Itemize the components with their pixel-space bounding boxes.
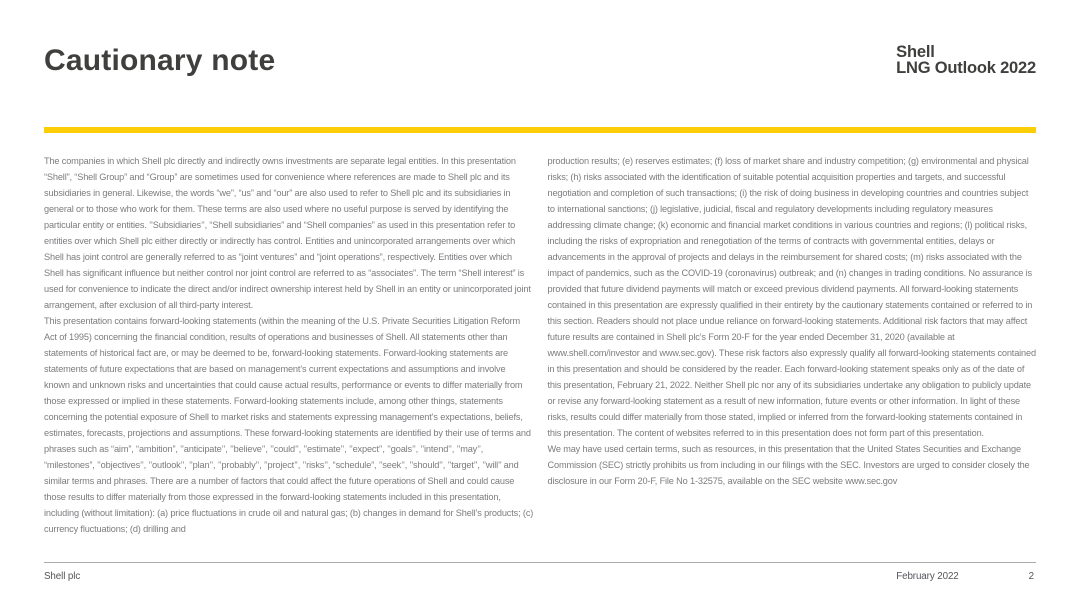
footer-divider <box>44 562 1036 563</box>
accent-rule <box>44 127 1036 133</box>
logo-line-brand: Shell <box>896 43 935 61</box>
page-title: Cautionary note <box>44 44 276 77</box>
body-paragraph-sec-terms: We may have used certain terms, such as resources, in this presentation that the United States Securities and Exchange Commission (SEC) strictly prohibits us from including in our filings with the SEC. Investors are urged to consider closely the disclosure in our Form 20-F, File No 1-32575, available on the SEC website www.sec.gov <box>547 444 1030 486</box>
body-paragraph-forward-looking: This presentation contains forward-looking statements (within the meaning of the U.S. Private Securities Litigation Reform Act of 1995) concerning the financial condition, results of operations and businesses of Shell. All statements other than statements of historical fact are, or may be deemed to be, forward-looking statements. Forward-looking statements are statements of future expectations that are based on management’s current expectations and assumptions and involve known and unknown risks and uncertainties that could cause actual results, performance or events to differ materially from those expressed or implied in these statements. Forward-looking statements include, among other things, statements concerning the potential exposure of Shell to market risks and statements expressing management’s expectations, beliefs, estimates, forecasts, projections and assumptions. These forward-looking statements are identified by their use of terms and phrases such as “aim”, “ambition”, ’’anticipate’’, ’’believe’’, ’’could’’, ’’estimate’’, ’’expect’’, ’’goals’’, ’’intend’’, ’’may’’, “milestones”, ’’objectives’’, ’’outlook’’, ’’plan’’, ’’probably’’, ’’project’’, ’’risks’’, “schedule”, ’’seek’’, ’’should’’, ’’target’’, ’’will’’ and similar terms and phrases. There are a number of factors that could affect the future operations of Shell and could cause those results to differ materially from those expressed in the forward-looking statements included in this presentation, including (without limitation): (a) price fluctuations in crude oil and natural gas; (b) changes in demand for Shell’s products; (c) currency fluctuations; (d) drilling and <box>44 316 534 534</box>
logo-line-product: LNG Outlook 2022 <box>896 58 1036 77</box>
body-paragraph-entities: The companies in which Shell plc directly and indirectly owns investments are separate legal entities. In this presentation “Shell”, “Shell Group” and “Group” are sometimes used for convenience where references are made to Shell plc and its subsidiaries in general. Likewise, the words “we”, “us” and “our” are also used to refer to Shell plc and its subsidiaries in general or to those who work for them. These terms are also used where no useful purpose is served by identifying the particular entity or entities. ’’Subsidiaries’’, “Shell subsidiaries” and “Shell companies” as used in this presentation refer to entities over which Shell plc either directly or indirectly has control. Entities and unincorporated arrangements over which Shell has joint control are generally referred to as “joint ventures” and “joint operations”, respectively. Entities over which Shell has significant influence but neither control nor joint control are referred to as “associates”. The term “Shell interest” is used for convenience to indicate the direct and/or indirect ownership interest held by Shell in an entity or unincorporated joint arrangement, after exclusion of all third-party interest. <box>44 156 531 310</box>
footer-right-group <box>896 571 1034 582</box>
body-column-left <box>44 153 534 537</box>
body-column-right <box>548 153 1038 537</box>
footer-date: February 2022 <box>896 571 959 582</box>
shell-logo-text <box>896 45 1036 76</box>
body-paragraph-forward-looking-continued: production results; (e) reserves estimates; (f) loss of market share and industry competition; (g) environmental and physical risks; (h) risks associated with the identification of suitable potential acquisition properties and targets, and successful negotiation and completion of such transactions; (i) the risk of doing business in developing countries and countries subject to international sanctions; (j) legislative, judicial, fiscal and regulatory developments including regulatory measures addressing climate change; (k) economic and financial market conditions in various countries and regions; (l) political risks, including the risks of expropriation and renegotiation of the terms of contracts with governmental entities, delays or advancements in the approval of projects and delays in the reimbursement for shared costs; (m) risks associated with the impact of pandemics, such as the COVID-19 (coronavirus) outbreak; and (n) changes in trading conditions. No assurance is provided that future dividend payments will match or exceed previous dividend payments. All forward-looking statements contained in this presentation are expressly qualified in their entirety by the cautionary statements contained or referred to in this section. Readers should not place undue reliance on forward-looking statements. Additional risk factors that may affect future results are contained in Shell plc’s Form 20-F for the year ended December 31, 2020 (available at www.shell.com/investor and www.sec.gov). These risk factors also expressly qualify all forward-looking statements contained in this presentation and should be considered by the reader. Each forward-looking statement speaks only as of the date of this presentation, February 21, 2022. Neither Shell plc nor any of its subsidiaries undertake any obligation to publicly update or revise any forward-looking statement as a result of new information, future events or other information. In light of these risks, results could differ materially from those stated, implied or inferred from the forward-looking statements contained in this presentation. The content of websites referred to in this presentation does not form part of this presentation. <box>547 156 1036 438</box>
body-columns <box>44 153 1037 537</box>
footer-page-number: 2 <box>1028 571 1034 582</box>
footer <box>44 571 1034 582</box>
footer-company: Shell plc <box>44 571 81 582</box>
